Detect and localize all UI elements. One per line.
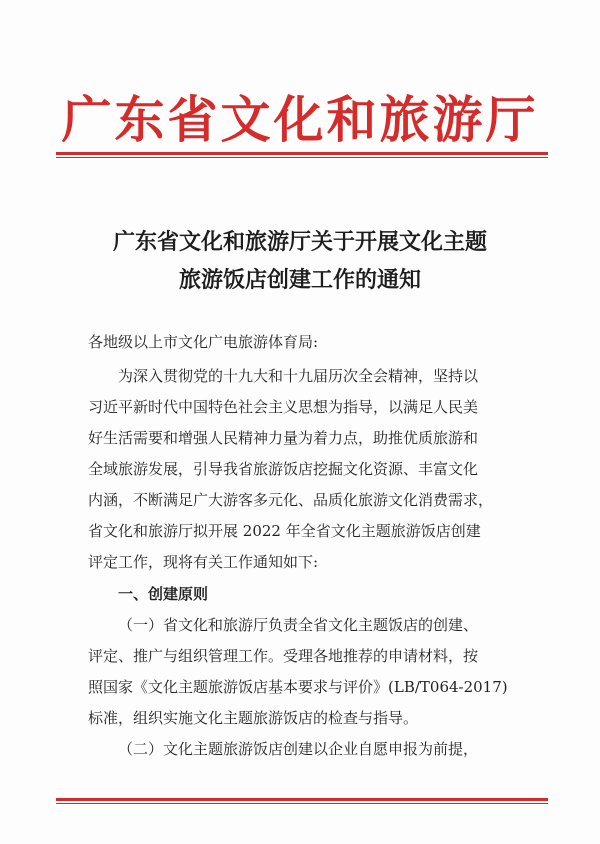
document-title-line-1: 广东省文化和旅游厅关于开展文化主题 — [112, 229, 487, 255]
footer-rule-thick — [56, 798, 548, 801]
clause-line: 照国家《文化主题旅游饭店基本要求与评价》(LB/T064-2017) — [88, 678, 508, 696]
intro-line: 全域旅游发展，引导我省旅游饭店挖掘文化资源、丰富文化 — [88, 460, 479, 478]
intro-line: 习近平新时代中国特色社会主义思想为指导，以满足人民美 — [88, 398, 479, 416]
intro-line: 评定工作，现将有关工作通知如下: — [88, 553, 319, 571]
clause-line: 标准，组织实施文化主题旅游饭店的检查与指导。 — [88, 709, 419, 727]
intro-line: 好生活需要和增强人民精神力量为着力点，助推优质旅游和 — [88, 429, 479, 447]
intro-line: 为深入贯彻党的十九大和十九届历次全会精神，坚持以 — [118, 367, 479, 385]
intro-line: 内涵，不断满足广大游客多元化、品质化旅游文化消费需求， — [88, 491, 494, 509]
footer-rule-thin — [56, 803, 548, 804]
salutation: 各地级以上市文化广电旅游体育局: — [88, 333, 319, 351]
clause-line: 评定、推广与组织管理工作。受理各地推荐的申请材料，按 — [88, 647, 479, 665]
clause-line: （一）省文化和旅游厅负责全省文化主题饭店的创建、 — [118, 616, 479, 634]
header-rule-thin — [56, 157, 548, 158]
header-rule-thick — [56, 152, 548, 155]
intro-line: 省文化和旅游厅拟开展 2022 年全省文化主题旅游饭店创建 — [88, 522, 481, 540]
red-masthead: 广东省文化和旅游厅 — [61, 90, 539, 149]
section-heading: 一、创建原则 — [118, 585, 209, 603]
clause-line: （二）文化主题旅游饭店创建以企业自愿申报为前提， — [118, 740, 479, 758]
document-title-line-2: 旅游饭店创建工作的通知 — [178, 267, 421, 293]
